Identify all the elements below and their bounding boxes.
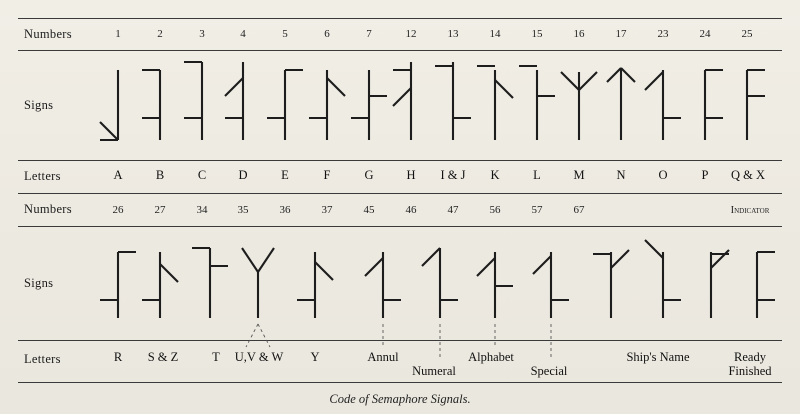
top-number-cell: 4 [240,28,246,40]
semaphore-sign-C [184,62,202,140]
top-letter-cell: Q & X [730,168,766,182]
bottom-number-cell: 37 [321,204,333,216]
bottom-letter-cell: R [113,350,123,364]
bottom-letter-cell-ready-finished: Ready Finished [728,350,772,378]
top-number-cell: 12 [405,28,417,40]
bottom-letter-cell-special: Special [530,364,568,378]
bottom-letter-cell-numeral: Numeral [412,364,456,378]
top-letter-cell: H [406,168,416,182]
bottom-letter-cell-annul: Annul [367,350,399,364]
semaphore-sign-numeral [422,248,458,318]
top-number-cell: 2 [157,28,163,40]
top-number-cell: 5 [282,28,288,40]
top-number-cell: 23 [657,28,669,40]
chart-caption: Code of Semaphore Signals. [329,392,471,406]
semaphore-sign-special [533,252,569,318]
row-label-signs-top: Signs [24,98,54,112]
semaphore-sign-B [142,70,160,140]
top-number-cell: 16 [573,28,585,40]
bottom-number-cell: 36 [279,204,291,216]
top-letter-cell: O [658,168,668,182]
bottom-number-cell: 47 [447,204,459,216]
semaphore-sign-U-V-W [242,248,274,318]
semaphore-sign-K [477,66,513,140]
bottom-letter-cell-ship-name: Ship's Name [626,350,690,364]
top-number-cell: 13 [447,28,459,40]
semaphore-sign-alphabet [477,252,513,318]
row-label-signs-bottom: Signs [24,276,54,290]
top-letter-cell: C [197,168,207,182]
row-label-letters-top: Letters [24,169,61,183]
row-label-numbers-top: Numbers [24,27,72,41]
semaphore-sign-F [309,70,345,140]
semaphore-sign-ships-name-56 [593,250,629,318]
semaphore-sign-N [607,68,635,140]
top-number-cell: 17 [615,28,627,40]
semaphore-sign-Y [297,252,333,318]
bottom-number-cell: 26 [112,204,124,216]
bottom-number-cell: 46 [405,204,417,216]
semaphore-sign-H [393,62,411,140]
top-number-cell: 24 [699,28,711,40]
semaphore-sign-T [192,248,228,318]
rule-above-letters2 [18,340,782,341]
semaphore-sign-R [100,252,136,318]
top-letter-cell: D [238,168,248,182]
semaphore-sign-ships-name-57 [645,240,681,318]
semaphore-sign-I-J [435,62,471,140]
top-letter-cell: K [490,168,500,182]
semaphore-sign-L [519,66,555,140]
semaphore-sign-O [645,70,681,140]
top-number-cell: 15 [531,28,543,40]
top-letter-cell: B [155,168,165,182]
bottom-letter-cell: Y [310,350,320,364]
bottom-letter-cell: T [212,350,220,364]
semaphore-sign-G [351,70,387,140]
top-letter-cell: N [616,168,626,182]
top-letter-cell: M [573,168,585,182]
rule-under-numbers [18,50,782,51]
top-number-cell: 6 [324,28,330,40]
semaphore-sign-Q-X [747,70,765,140]
bottom-number-cell: 56 [489,204,501,216]
semaphore-signs-bottom-row [100,240,775,318]
semaphore-sign-indicator [757,252,775,318]
top-letter-cell: A [113,168,123,182]
top-letter-cell: F [323,168,331,182]
top-letter-cell: E [281,168,289,182]
bottom-number-cell: 57 [531,204,543,216]
top-number-cell: 1 [115,28,121,40]
bottom-number-cell: 34 [196,204,208,216]
semaphore-sign-annul [365,252,401,318]
rule-under-letters [18,193,782,194]
semaphore-sign-P [705,70,723,140]
bottom-number-cell: 35 [237,204,249,216]
row-label-numbers-bottom: Numbers [24,202,72,216]
rule-bottom [18,382,782,383]
semaphore-sign-D [225,62,243,140]
bottom-number-cell: 27 [154,204,166,216]
bottom-letter-cell: U,V & W [234,350,284,364]
rule-top [18,18,782,19]
top-number-cell: 3 [199,28,205,40]
top-letter-cell: G [364,168,374,182]
bottom-number-cell: 45 [363,204,375,216]
top-letter-cell: P [701,168,709,182]
semaphore-sign-S-Z [142,252,178,318]
row-label-letters-bottom: Letters [24,352,61,366]
top-number-cell: 25 [741,28,753,40]
top-letter-cell: I & J [440,168,466,182]
semaphore-signs-top-row [100,62,765,140]
bottom-number-cell-indicator: Indicator [730,205,770,216]
top-letter-cell: L [533,168,541,182]
rule-under-numbers2 [18,226,782,227]
top-number-cell: 14 [489,28,501,40]
semaphore-sign-M [561,72,597,140]
semaphore-sign-ready-finished [711,250,729,318]
semaphore-sign-E [267,70,303,140]
rule-above-letters [18,160,782,161]
bottom-number-cell: 67 [573,204,585,216]
bottom-letter-cell-alphabet: Alphabet [468,350,514,364]
top-number-cell: 7 [366,28,372,40]
bottom-letter-cell: S & Z [147,350,179,364]
semaphore-sign-A [100,70,118,140]
